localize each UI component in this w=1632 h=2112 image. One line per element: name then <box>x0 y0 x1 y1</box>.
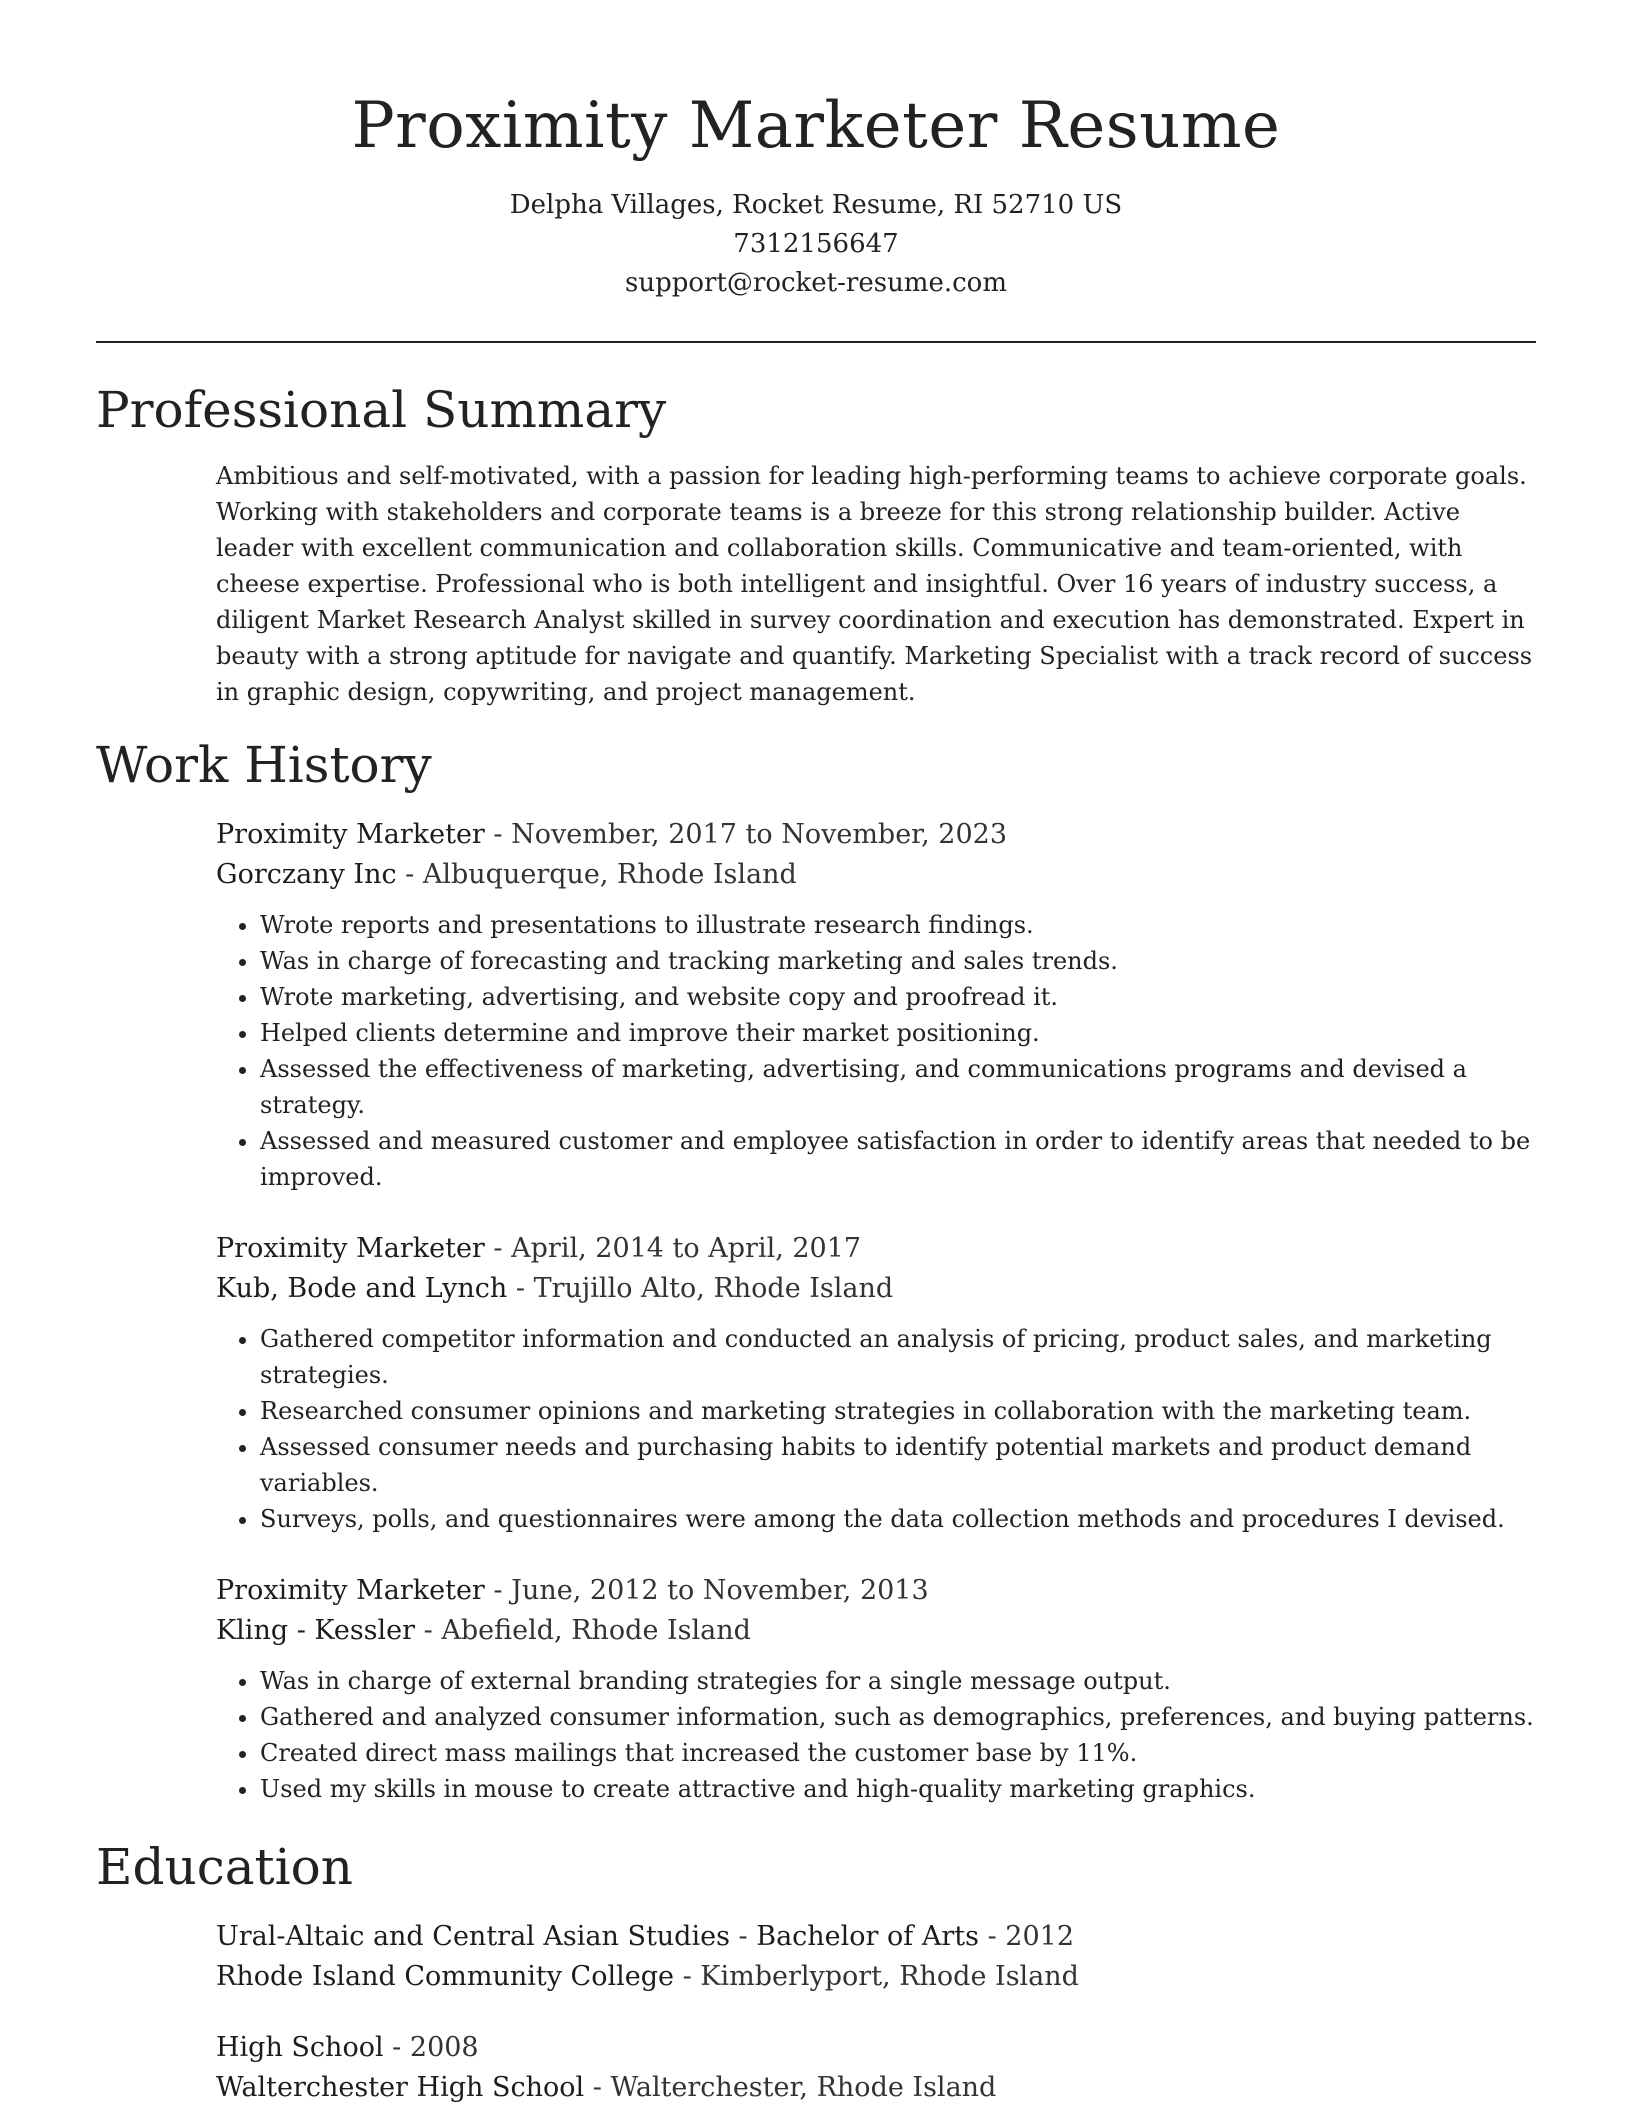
list-item: • Researched consumer opinions and marketing strategies in collaboration with the marketing team. <box>260 1393 1536 1429</box>
education-location: Kimberlyport, Rhode Island <box>700 1961 1079 1992</box>
separator: - <box>415 1615 442 1646</box>
separator: - <box>484 819 512 850</box>
job-company: Kub, Bode and Lynch <box>216 1273 508 1304</box>
contact-email: support@rocket-resume.com <box>624 268 1007 298</box>
list-item: • Was in charge of forecasting and tracking marketing and sales trends. <box>260 943 1536 979</box>
separator: - <box>396 859 423 890</box>
job-location: Abefield, Rhode Island <box>441 1615 751 1646</box>
education-year: 2008 <box>409 2032 479 2063</box>
list-item: • Wrote reports and presentations to illustrate research findings. <box>260 907 1536 943</box>
list-item: • Surveys, polls, and questionnaires were among the data collection methods and procedures I devised. <box>260 1501 1536 1537</box>
contact-phone: 7312156647 <box>733 229 899 259</box>
education-degree-line <box>216 1917 1536 1957</box>
separator: - <box>484 1233 512 1264</box>
job-company-line <box>216 1611 1536 1651</box>
list-item: • Used my skills in mouse to create attractive and high-quality marketing graphics. <box>260 1771 1536 1807</box>
separator: - <box>584 2072 611 2103</box>
job-title: Proximity Marketer <box>216 819 485 850</box>
list-item: • Assessed and measured customer and employee satisfaction in order to identify areas that needed to be improved. <box>260 1123 1536 1195</box>
education-school-line <box>216 1957 1536 1997</box>
education-school: Rhode Island Community College <box>216 1961 674 1992</box>
education-entry <box>216 1917 1536 1997</box>
job-title: Proximity Marketer <box>216 1575 485 1606</box>
job-company-line <box>216 1269 1536 1309</box>
job-dates: June, 2012 to November, 2013 <box>511 1575 929 1606</box>
list-item: • Assessed consumer needs and purchasing habits to identify potential markets and product demand variables. <box>260 1429 1536 1501</box>
list-item: • Wrote marketing, advertising, and website copy and proofread it. <box>260 979 1536 1015</box>
list-item: • Helped clients determine and improve their market positioning. <box>260 1015 1536 1051</box>
job-location: Trujillo Alto, Rhode Island <box>533 1273 894 1304</box>
separator: - <box>383 2032 410 2063</box>
separator: - <box>729 1921 757 1952</box>
education-degree-line <box>216 2028 1536 2068</box>
list-item: • Assessed the effectiveness of marketing, advertising, and communications programs and devised a strategy. <box>260 1051 1536 1123</box>
job-bullet-list <box>216 907 1536 1195</box>
job-title: Proximity Marketer <box>216 1233 485 1264</box>
job-location: Albuquerque, Rhode Island <box>422 859 797 890</box>
job-bullet-list <box>216 1321 1536 1537</box>
summary-text: Ambitious and self-motivated, with a passion for leading high-performing teams to achieve corporate goals. Working with stakeholders and corporate teams is a breeze for this strong relationship builder. Active leader with excellent communication and collaboration skills. Communicative and team-oriented, with cheese expertise. Professional who is both intelligent and insightful. Over 16 years of industry success, a diligent Market Research Analyst skilled in survey coordination and execution has demonstrated. Expert in beauty with a strong aptitude for navigate and quantify. Marketing Specialist with a track record of success in graphic design, copywriting, and project management. <box>216 462 1533 706</box>
job-entry <box>216 1229 1536 1537</box>
section-heading-education: Education <box>96 1838 353 1896</box>
job-title-line <box>216 1571 1536 1611</box>
job-entry <box>216 1571 1536 1807</box>
job-title-line <box>216 815 1536 855</box>
education-degree: Bachelor of Arts <box>756 1921 979 1952</box>
job-title-line <box>216 1229 1536 1269</box>
separator: - <box>978 1921 1006 1952</box>
list-item: • Was in charge of external branding strategies for a single message output. <box>260 1663 1536 1699</box>
list-item: • Gathered competitor information and conducted an analysis of pricing, product sales, and marketing strategies. <box>260 1321 1536 1393</box>
separator: - <box>673 1961 701 1992</box>
education-location: Walterchester, Rhode Island <box>610 2072 997 2103</box>
job-company: Kling - Kessler <box>216 1615 416 1646</box>
education-school: Walterchester High School <box>216 2072 585 2103</box>
separator: - <box>484 1575 512 1606</box>
job-dates: November, 2017 to November, 2023 <box>511 819 1008 850</box>
section-heading-work-history: Work History <box>96 736 432 794</box>
separator: - <box>507 1273 534 1304</box>
section-heading-summary: Professional Summary <box>96 381 667 439</box>
list-item: • Gathered and analyzed consumer information, such as demographics, preferences, and buying patterns. <box>260 1699 1536 1735</box>
resume-header <box>0 78 1632 303</box>
education-field: Ural-Altaic and Central Asian Studies <box>216 1921 730 1952</box>
education-year: 2012 <box>1005 1921 1074 1952</box>
job-entry <box>216 815 1536 1195</box>
job-dates: April, 2014 to April, 2017 <box>511 1233 862 1264</box>
header-divider <box>96 341 1536 343</box>
page-title: Proximity Marketer Resume <box>351 89 1281 163</box>
contact-block <box>0 186 1632 303</box>
job-company-line <box>216 855 1536 895</box>
job-bullet-list <box>216 1663 1536 1807</box>
job-company: Gorczany Inc <box>216 859 397 890</box>
education-entry <box>216 2028 1536 2108</box>
education-school-line <box>216 2068 1536 2108</box>
contact-address: Delpha Villages, Rocket Resume, RI 52710 US <box>509 190 1123 220</box>
list-item: • Created direct mass mailings that increased the customer base by 11%. <box>260 1735 1536 1771</box>
education-degree: High School <box>216 2032 384 2063</box>
